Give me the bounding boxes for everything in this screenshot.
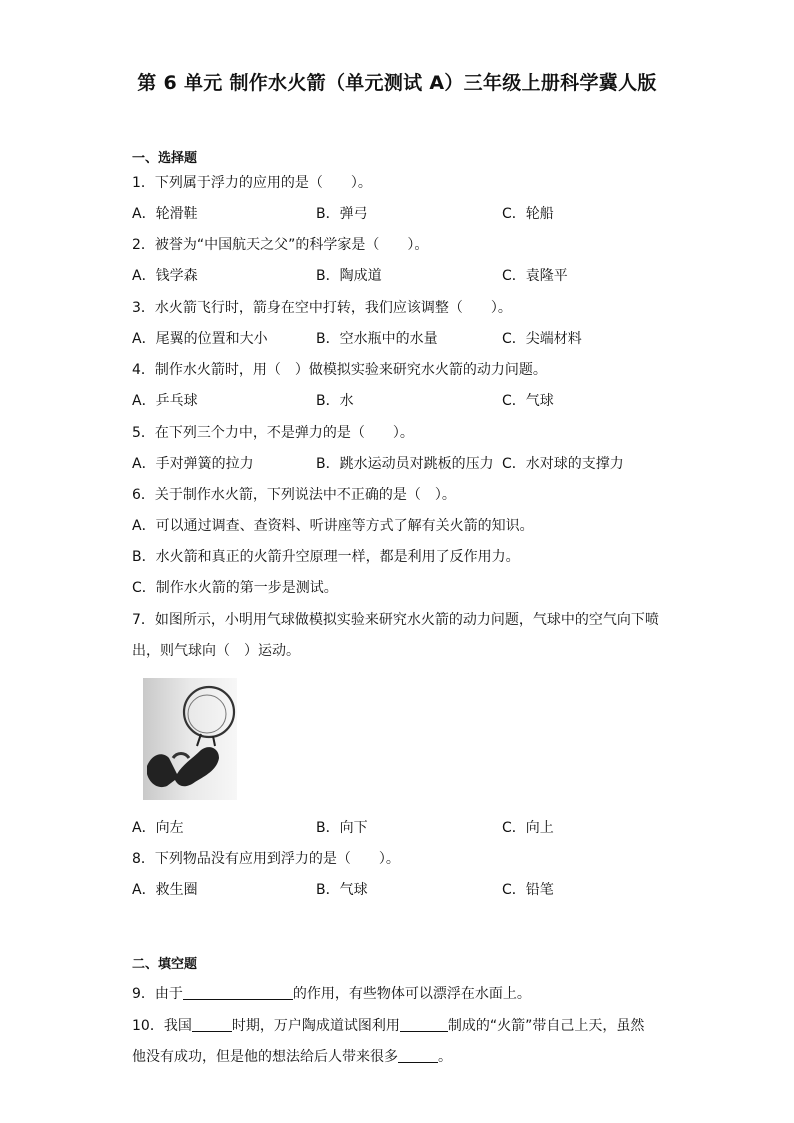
question-10-line-1 — [132, 1015, 644, 1035]
q10-text-1: 10．我国 — [132, 1018, 192, 1034]
q5-option-b: B．跳水运动员对跳板的压力 — [316, 456, 494, 472]
q3-option-c: C．尖端材料 — [502, 331, 582, 347]
balloon-figure — [143, 678, 237, 800]
q10-text-2: 时期，万户陶成道试图利用 — [231, 1018, 400, 1034]
q8-option-a: A．救生圈 — [132, 882, 198, 898]
q9-text-end: 的作用，有些物体可以漂浮在水面上。 — [292, 986, 531, 1002]
question-1: 1．下列属于浮力的应用的是（ ）。 — [132, 175, 372, 191]
q10-answer-blank-3[interactable] — [398, 1048, 438, 1063]
q8-option-c: C．铅笔 — [502, 882, 554, 898]
q5-option-a: A．手对弹簧的拉力 — [132, 456, 254, 472]
q1-option-a: A．轮滑鞋 — [132, 206, 198, 222]
q2-option-c: C．袁隆平 — [502, 268, 568, 284]
q10-text-5: 。 — [438, 1049, 452, 1065]
question-6: 6．关于制作水火箭，下列说法中不正确的是（ ）。 — [132, 487, 456, 503]
q5-option-c: C．水对球的支撑力 — [502, 456, 624, 472]
question-10-line-2 — [132, 1046, 452, 1066]
question-5: 5．在下列三个力中，不是弹力的是（ ）。 — [132, 425, 414, 441]
q3-option-a: A．尾翼的位置和大小 — [132, 331, 268, 347]
q9-answer-blank[interactable] — [183, 985, 293, 1000]
q7-option-c: C．向上 — [502, 820, 554, 836]
question-9 — [132, 983, 531, 1003]
question-4: 4．制作水火箭时，用（ ）做模拟实验来研究水火箭的动力问题。 — [132, 362, 547, 378]
q4-option-a: A．乒乓球 — [132, 393, 198, 409]
question-8: 8．下列物品没有应用到浮力的是（ ）。 — [132, 851, 400, 867]
q4-option-b: B．水 — [316, 393, 354, 409]
q6-option-b: B．水火箭和真正的火箭升空原理一样，都是利用了反作用力。 — [132, 549, 520, 565]
q7-option-a: A．向左 — [132, 820, 184, 836]
q3-option-b: B．空水瓶中的水量 — [316, 331, 438, 347]
question-7-line-2: 出，则气球向（ ）运动。 — [132, 643, 300, 659]
q10-text-3: 制成的“火箭”带自己上天，虽然 — [447, 1018, 645, 1034]
q6-option-a: A．可以通过调查、查资料、听讲座等方式了解有关火箭的知识。 — [132, 518, 534, 534]
q2-option-b: B．陶成道 — [316, 268, 382, 284]
q2-option-a: A．钱学森 — [132, 268, 198, 284]
q1-option-c: C．轮船 — [502, 206, 554, 222]
q1-option-b: B．弹弓 — [316, 206, 368, 222]
q10-text-4: 他没有成功，但是他的想法给后人带来很多 — [132, 1049, 398, 1065]
question-7-line-1: 7．如图所示，小明用气球做模拟实验来研究水火箭的动力问题，气球中的空气向下喷 — [132, 612, 659, 628]
q7-option-b: B．向下 — [316, 820, 368, 836]
question-2: 2．被誉为“中国航天之父”的科学家是（ ）。 — [132, 237, 429, 253]
q10-answer-blank-1[interactable] — [192, 1017, 232, 1032]
q9-text-start: 9．由于 — [132, 986, 183, 1002]
section-heading-fill: 二、填空题 — [132, 957, 198, 972]
q8-option-b: B．气球 — [316, 882, 368, 898]
q10-answer-blank-2[interactable] — [400, 1017, 448, 1032]
question-3: 3．水火箭飞行时，箭身在空中打转，我们应该调整（ ）。 — [132, 300, 512, 316]
q4-option-c: C．气球 — [502, 393, 554, 409]
page-title: 第 6 单元 制作水火箭（单元测试 A）三年级上册科学冀人版 — [137, 72, 657, 94]
q6-option-c: C．制作水火箭的第一步是测试。 — [132, 580, 338, 596]
section-heading-choice: 一、选择题 — [132, 151, 198, 166]
